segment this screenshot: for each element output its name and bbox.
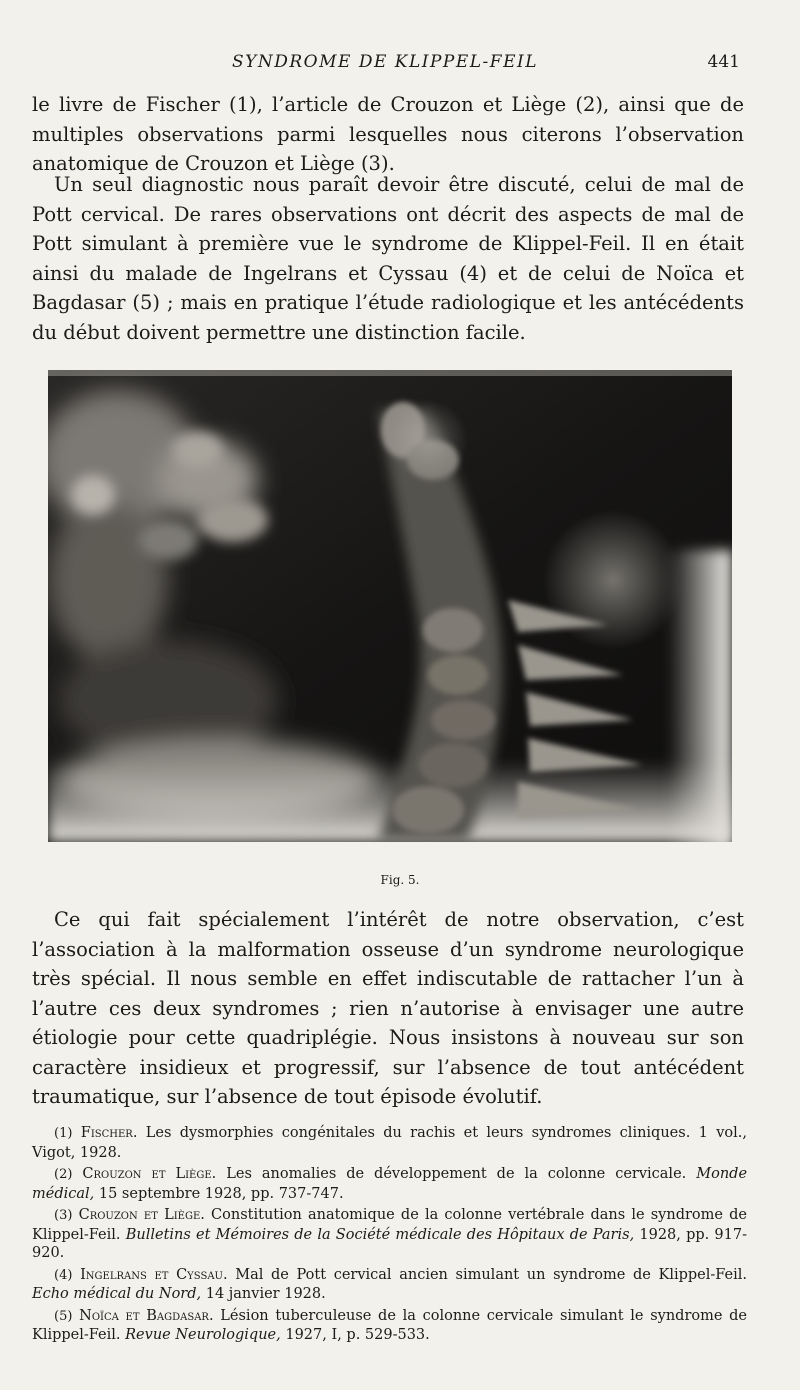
footnote-journal: Echo médical du Nord,	[32, 1286, 202, 1302]
footnote-4	[32, 1266, 747, 1304]
footnote-number: (1)	[54, 1126, 73, 1141]
footnote-text: Mal de Pott cervical ancien simulant un syndrome de Klippel-Feil.	[235, 1266, 748, 1283]
radiograph-figure	[48, 370, 732, 842]
footnote-journal: Revue Neurologique,	[125, 1327, 281, 1343]
footnote-rest: 1927, I, p. 529-533.	[285, 1327, 430, 1343]
footnote-rest: 15 septembre 1928, pp. 737-747.	[98, 1185, 344, 1202]
paragraph-interest	[32, 905, 744, 1112]
footnote-number: (5)	[54, 1308, 73, 1324]
footnote-journal: Monde médical,	[32, 1166, 748, 1202]
page-number: 441	[707, 52, 740, 72]
paragraph-diagnosis	[32, 170, 744, 347]
running-title: SYNDROME DE KLIPPEL-FEIL	[231, 52, 538, 72]
footnote-text: Lésion tuberculeuse de la colonne cervicale simulant le syndrome de Klippel-Feil.	[32, 1307, 748, 1343]
radiograph-image	[48, 370, 732, 842]
footnote-author: Noïca et Bagdasar.	[79, 1307, 214, 1324]
footnote-journal: Bulletins et Mémoires de la Société médicale des Hôpitaux de Paris,	[125, 1226, 635, 1243]
footnote-rest: 1928, pp. 917-920.	[32, 1226, 748, 1261]
footnotes	[32, 1124, 747, 1348]
footnote-number: (2)	[54, 1167, 73, 1182]
footnote-number: (4)	[54, 1267, 73, 1283]
footnote-3	[32, 1206, 747, 1263]
footnote-rest: 14 janvier 1928.	[205, 1286, 326, 1302]
footnote-text: Les anomalies de développement de la colonne cervicale.	[226, 1166, 687, 1182]
footnote-author: Crouzon et Liège.	[82, 1166, 217, 1182]
footnote-author: Ingelrans et Cyssau.	[80, 1266, 228, 1283]
paragraph-text: le livre de Fischer (1), l’article de Crouzon et Liège (2), ainsi que de multiples observations parmi lesquelles nous citerons l’observation anatomique de Crouzon et Liège (3).	[32, 93, 744, 175]
footnote-2	[32, 1165, 747, 1203]
paragraph-continuation	[32, 90, 744, 179]
footnote-number: (3)	[54, 1208, 73, 1223]
footnote-1	[32, 1124, 747, 1162]
paragraph-text: Un seul diagnostic nous paraît devoir être discuté, celui de mal de Pott cervical. De rares observations ont décrit des aspects de mal de Pott simulant à première vue le syndrome de Klippel-Feil. Il en était ainsi du malade de Ingelrans et Cyssau (4) et de celui de Noïca et Bagdasar (5) ; mais en pratique l’étude radiologique et les antécédents du début doivent permettre une distinction facile.	[32, 173, 744, 344]
footnote-5	[32, 1307, 747, 1345]
footnote-author: Crouzon et Liège.	[78, 1207, 205, 1223]
paragraph-text: Ce qui fait spécialement l’intérêt de notre observation, c’est l’association à la malformation osseuse d’un syndrome neurologique très spécial. Il nous semble en effet indiscutable de rattacher l’un à l’autre ces deux syndromes ; rien n’autorise à envisager une autre étiologie pour cette quadriplégie. Nous insistons à nouveau sur son caractère insidieux et progressif, sur l’absence de tout antécédent traumatique, sur l’absence de tout épisode évolutif.	[32, 908, 744, 1108]
footnote-text: Constitution anatomique de la colonne vertébrale dans le syndrome de Klippel-Feil.	[32, 1207, 748, 1243]
footnote-author: Fischer.	[80, 1125, 138, 1141]
figure-caption: Fig. 5.	[380, 873, 420, 887]
page-header	[30, 52, 740, 82]
footnote-text: Les dysmorphies congénitales du rachis et leurs syndromes cliniques. 1 vol., Vigot, 1928.	[32, 1125, 747, 1161]
